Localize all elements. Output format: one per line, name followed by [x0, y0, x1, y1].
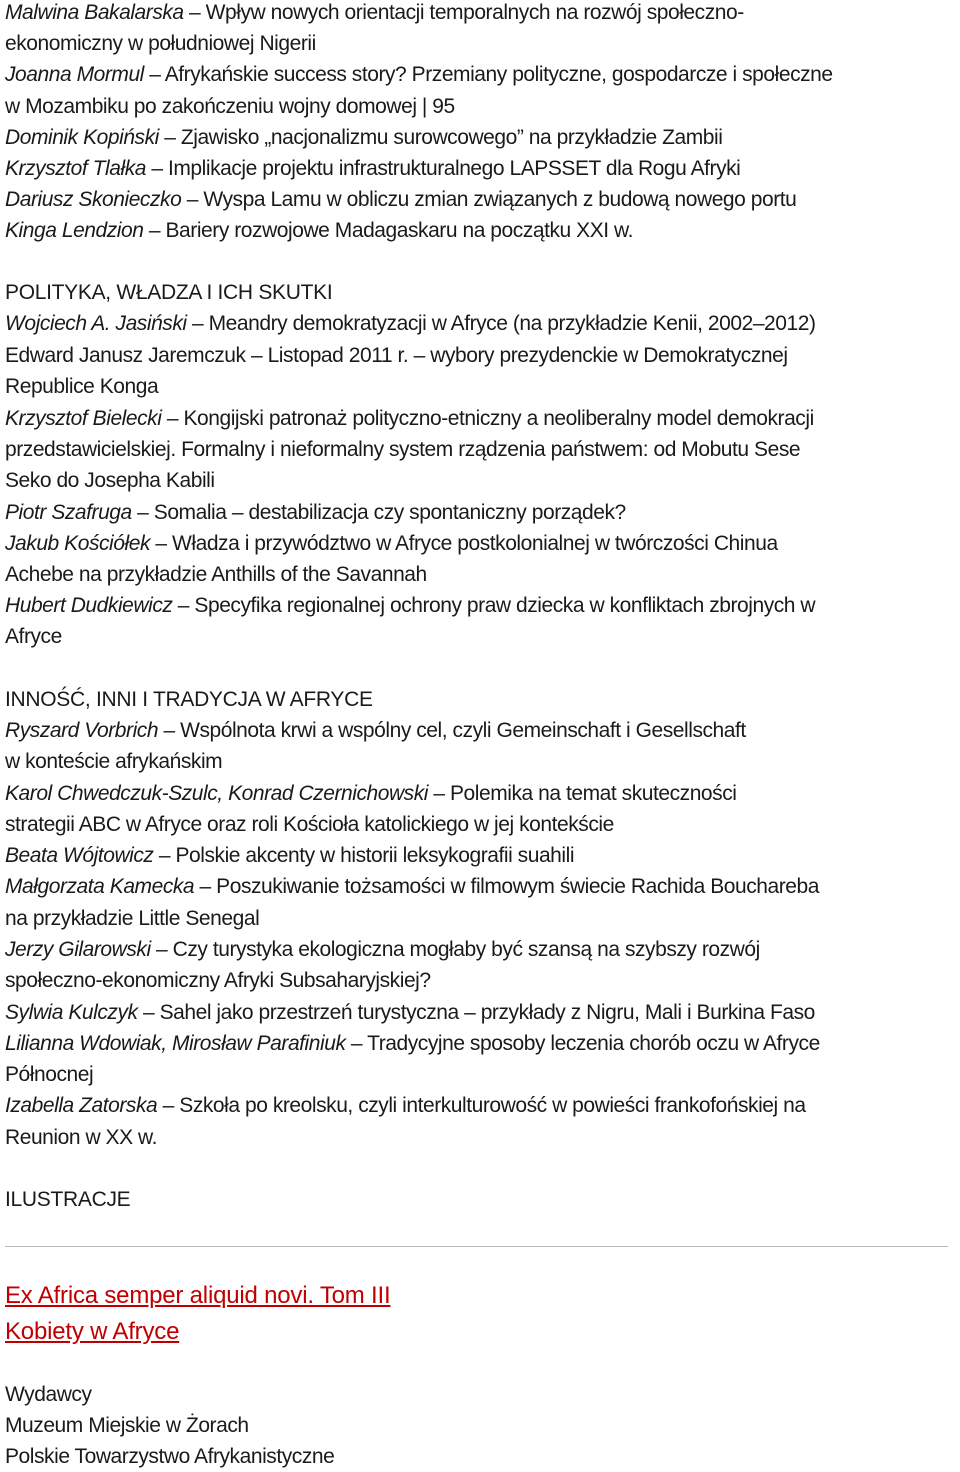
toc-entry — [5, 404, 814, 434]
entry-author: Sylwia Kulczyk — [5, 1001, 138, 1024]
entry-author: Jerzy Gilarowski — [5, 938, 151, 961]
entry-title: Implikacje projektu infrastrukturalnego LAPSSET dla Rogu Afryki — [168, 157, 741, 180]
toc-entry-continuation — [5, 904, 259, 934]
entry-author: Lilianna Wdowiak, Mirosław Parafiniuk — [5, 1032, 346, 1055]
horizontal-divider — [5, 1246, 948, 1247]
entry-title: ekonomiczny w południowej Nigerii — [5, 32, 316, 55]
entry-author: Kinga Lendzion — [5, 219, 144, 242]
toc-entry-continuation — [5, 966, 431, 996]
entry-title: na przykładzie Little Senegal — [5, 907, 260, 930]
toc-entry-continuation — [5, 29, 316, 59]
entry-title: strategii ABC w Afryce oraz roli Kościoła katolickiego w jej kontekście — [5, 813, 614, 836]
entry-author: Ryszard Vorbrich — [5, 719, 159, 742]
toc-entry — [5, 154, 740, 184]
entry-title: Tradycyjne sposoby leczenia chorób oczu w Afryce — [367, 1032, 820, 1055]
toc-entry-continuation — [5, 372, 158, 402]
entry-title: przedstawicielskiej. Formalny i nieformalny system rządzenia państwem: od Mobutu Sese — [5, 438, 801, 461]
entry-title: Edward Janusz Jaremczuk – Listopad 2011 r. – wybory prezydenckie w Demokratycznej — [5, 344, 788, 367]
entry-separator: – — [158, 719, 181, 742]
toc-entry — [5, 498, 626, 528]
entry-author: Malwina Bakalarska — [5, 1, 184, 24]
toc-entry-continuation — [5, 466, 215, 496]
entry-author: Wojciech A. Jasiński — [5, 312, 187, 335]
toc-entry — [5, 1029, 820, 1059]
entry-title: Specyfika regionalnej ochrony praw dziecka w konfliktach zbrojnych w — [194, 594, 816, 617]
entry-title: Zjawisko „nacjonalizmu surowcowego” na przykładzie Zambii — [180, 126, 723, 149]
entry-title: w Mozambiku po zakończeniu wojny domowej | 95 — [5, 95, 455, 118]
entry-separator: – — [143, 63, 165, 86]
entry-title: Reunion w XX w. — [5, 1126, 158, 1149]
entry-title: Bariery rozwojowe Madagaskaru na początku XXI w. — [165, 219, 633, 242]
entry-title: Republice Konga — [5, 375, 159, 398]
entry-title: Afrykańskie success story? Przemiany polityczne, gospodarcze i społeczne — [164, 63, 833, 86]
entry-separator: – — [137, 1001, 160, 1024]
entry-separator: – — [181, 188, 204, 211]
entry-separator: – — [158, 126, 181, 149]
entry-title: społeczno-ekonomiczny Afryki Subsaharyjskiej? — [5, 969, 431, 992]
entry-separator: – — [186, 312, 209, 335]
entry-title: Poszukiwanie tożsamości w filmowym świecie Rachida Bouchareba — [216, 875, 819, 898]
toc-entry — [5, 935, 760, 965]
toc-entry — [5, 341, 788, 371]
publisher-name: Polskie Towarzystwo Afrykanistyczne — [5, 1445, 335, 1468]
entry-separator: – — [146, 157, 168, 180]
entry-title: Somalia – destabilizacja czy spontaniczny porządek? — [153, 501, 626, 524]
toc-entry-continuation — [5, 92, 455, 122]
toc-entry — [5, 309, 816, 339]
entry-separator: – — [194, 875, 217, 898]
toc-entry — [5, 716, 746, 746]
entry-separator: – — [143, 219, 166, 242]
entry-author: Dominik Kopiński — [5, 126, 159, 149]
entry-author: Dariusz Skonieczko — [5, 188, 182, 211]
section-heading: INNOŚĆ, INNI I TRADYCJA W AFRYCE — [5, 688, 373, 711]
publisher-name: Muzeum Miejskie w Żorach — [5, 1414, 249, 1437]
toc-entry — [5, 0, 744, 28]
entry-title: Polemika na temat skuteczności — [450, 782, 737, 805]
toc-entry — [5, 841, 574, 871]
entry-separator: – — [172, 594, 195, 617]
toc-entry — [5, 216, 633, 246]
entry-title: Meandry demokratyzacji w Afryce (na przykładzie Kenii, 2002–2012) — [208, 312, 816, 335]
entry-author: Karol Chwedczuk-Szulc, Konrad Czernichowski — [5, 782, 428, 805]
entry-title: Szkoła po kreolsku, czyli interkulturowość w powieści frankofońskiej na — [179, 1094, 806, 1117]
entry-title: Sahel jako przestrzeń turystyczna – przykłady z Nigru, Mali i Burkina Faso — [159, 1001, 815, 1024]
toc-entry-continuation — [5, 1060, 93, 1090]
entry-title: Wpływ nowych orientacji temporalnych na rozwój społeczno- — [205, 1, 744, 24]
toc-entry — [5, 185, 796, 215]
entry-title: Północnej — [5, 1063, 94, 1086]
entry-title: Kongijski patronaż polityczno-etniczny a neoliberalny model demokracji — [183, 407, 814, 430]
entry-title: w konteście afrykańskim — [5, 750, 223, 773]
toc-entry — [5, 872, 819, 902]
entry-author: Beata Wójtowicz — [5, 844, 154, 867]
entry-separator: – — [183, 1, 206, 24]
entry-separator: – — [428, 782, 450, 805]
toc-entry-continuation — [5, 560, 427, 590]
entry-author: Małgorzata Kamecka — [5, 875, 195, 898]
book-subtitle-link[interactable]: Kobiety w Afryce — [5, 1318, 180, 1345]
toc-entry-continuation — [5, 435, 800, 465]
entry-author: Krzysztof Tlałka — [5, 157, 146, 180]
section-heading: ILUSTRACJE — [5, 1188, 131, 1211]
section-heading: POLITYKA, WŁADZA I ICH SKUTKI — [5, 281, 333, 304]
toc-entry — [5, 1091, 806, 1121]
toc-entry-continuation — [5, 810, 614, 840]
entry-separator: – — [150, 938, 173, 961]
entry-title: Wyspa Lamu w obliczu zmian związanych z budową nowego portu — [203, 188, 797, 211]
toc-entry — [5, 591, 815, 621]
entry-separator: – — [161, 407, 184, 430]
toc-entry-continuation — [5, 1123, 157, 1153]
entry-author: Jakub Kościółek — [5, 532, 150, 555]
entry-title: Afryce — [5, 625, 62, 648]
toc-entry-continuation — [5, 622, 62, 652]
entry-title: Seko do Josepha Kabili — [5, 469, 215, 492]
book-title-link[interactable]: Ex Africa semper aliquid novi. Tom III — [5, 1282, 391, 1309]
publisher-label: Wydawcy — [5, 1383, 92, 1406]
entry-title: Polskie akcenty w historii leksykografii suahili — [175, 844, 575, 867]
entry-author: Krzysztof Bielecki — [5, 407, 162, 430]
toc-entry — [5, 123, 722, 153]
toc-entry — [5, 779, 736, 809]
entry-separator: – — [153, 844, 176, 867]
toc-entry — [5, 60, 833, 90]
entry-author: Joanna Mormul — [5, 63, 144, 86]
entry-author: Piotr Szafruga — [5, 501, 132, 524]
toc-entry-continuation — [5, 747, 222, 777]
entry-separator: – — [131, 501, 154, 524]
entry-title: Czy turystyka ekologiczna mogłaby być szansą na szybszy rozwój — [172, 938, 760, 961]
entry-title: Wspólnota krwi a wspólny cel, czyli Gemeinschaft i Gesellschaft — [180, 719, 746, 742]
entry-separator: – — [157, 1094, 180, 1117]
entry-author: Izabella Zatorska — [5, 1094, 158, 1117]
entry-title: Władza i przywództwo w Afryce postkolonialnej w twórczości Chinua — [172, 532, 778, 555]
toc-entry — [5, 998, 815, 1028]
entry-title: Achebe na przykładzie Anthills of the Savannah — [5, 563, 427, 586]
entry-author: Hubert Dudkiewicz — [5, 594, 173, 617]
entry-separator: – — [150, 532, 172, 555]
toc-entry — [5, 529, 778, 559]
entry-separator: – — [345, 1032, 368, 1055]
